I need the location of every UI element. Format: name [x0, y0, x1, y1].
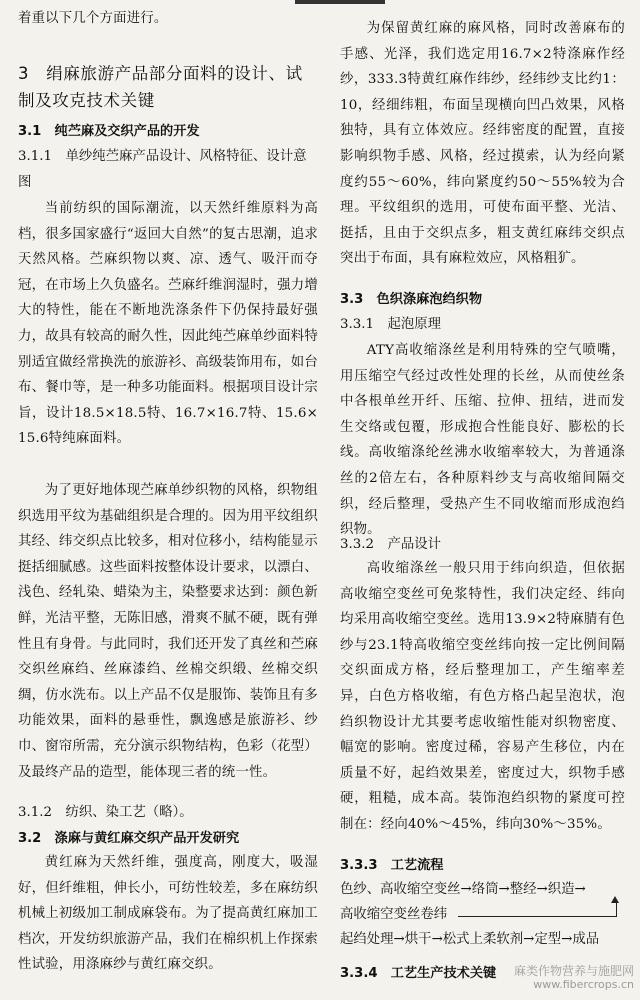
process-flow-line-3: 起绉处理→烘干→松式上柔软剂→定型→成品: [340, 932, 600, 947]
paragraph-plain-weave: 为了更好地体现苎麻单纱织物的风格，织物组织选用平纹为基础组织是合理的。因为用平纹组织其经、纬交织点比较多，相对位移小，结构能显示挺括细腻感。这些面料按整体设计要求，以漂白、浅色、经轧染、蜡染为主，染整要求达到：颜色新鲜，光洁平整，无陈旧感，滑爽不腻不硬，既有弹性且有身骨。与此同时，我们还开发了真丝和苎麻交织丝麻绉、丝麻漆绉、丝棉交织缎、丝棉交织绸，仿水洗布。以上产品不仅是服饰、装饰且有多功能效果，面料的悬垂性，飘逸感是旅游衫、纱巾、窗帘所需，充分演示织物结构，色彩（花型）及最终产品的造型，能体现三者的统一性。: [18, 483, 318, 780]
section-3-3-4-heading: 3.3.4 工艺生产技术关键: [340, 966, 497, 981]
watermark-site-name: 麻类作物营养与施肥网: [513, 964, 634, 978]
section-3-1-2-heading: 3.1.2 纺织、染工艺（略）。: [18, 805, 193, 820]
paragraph-ramie-products: 当前纺织的国际潮流，以天然纤维原料为高档，很多国家盛行“返回大自然”的复古思潮，追求天然风格。苎麻织物以爽、凉、透气、吸汗而夺冠，在市场上久负盛名。苎麻纤维润湿时，强力增大的特性，能在不断地洗涤条件下仍保持最好强力，故具有较高的耐久性，因此纯苎麻单纱面料特别适宜做经常换洗的旅游衫、高级装饰用布，如台布、餐巾等，是一种多功能面料。根据项目设计宗旨，设计18.5×18.5特、16.7×16.7特、15.6×15.6特纯麻面料。: [18, 201, 318, 447]
paragraph-blister-principle: ATY高收缩涤丝是利用特殊的空气喷嘴，用压缩空气经过改性处理的长丝，从而使丝条中各根单丝开纤、压缩、拉伸、扭结，进而发生交络或包覆，形成抱合性能良好、膨松的长线。高收缩涤纶丝沸水收缩率较大，为普通涤丝的2倍左右，各种原料纱支与高收缩间隔交织，经后整理，受热产生不同收缩而形成泡绉织物。: [340, 343, 625, 538]
section-3-2-heading: 3.2 涤麻与黄红麻交织产品开发研究: [18, 831, 240, 846]
section-3-heading: 3 绢麻旅游产品部分面料的设计、试制及攻克技术关键: [18, 64, 303, 110]
paragraph-jute-interweave: 黄红麻为天然纤维，强度高，刚度大，吸湿好，但纤维粗，伸长小，可纺性较差，多在麻纺织机械上初级加工制成麻袋布。为了提高黄红麻加工档次，开发纺织旅游产品，我们在棉织机上作探索性试验，用涤麻纱与黄红麻交织。: [18, 855, 318, 973]
section-3-3-2-heading: 3.3.2 产品设计: [340, 537, 442, 552]
section-3-1-heading: 3.1 纯苎麻及交织产品的开发: [18, 124, 200, 139]
section-3-3-3-heading: 3.3.3 工艺流程: [340, 858, 444, 873]
watermark: [484, 964, 634, 992]
section-3-3-heading: 3.3 色织涤麻泡绉织物: [340, 292, 483, 307]
process-flow-line-2: 高收缩空变丝卷纬: [340, 907, 448, 922]
section-3-3-1-heading: 3.3.1 起泡原理: [340, 317, 442, 332]
process-flow-arrowhead: [611, 896, 619, 903]
section-3-1-1-heading: 3.1.1 单纱纯苎麻产品设计、风格特征、设计意图: [18, 149, 307, 190]
continued-text: 着重以下几个方面进行。: [18, 11, 168, 26]
paragraph-jute-style: 为保留黄红麻的麻风格，同时改善麻布的手感、光泽，我们选定用16.7×2特涤麻作经纱，333.3特黄红麻作纬纱，经纬纱支比约1：10，经细纬粗，布面呈现横向凹凸效果，风格独特，具有立体效应。经纬密度的配置，直接影响织物手感、风格，经过摸索，认为经向紧度约55～60%，纬向紧度约50～55%较为合理。平纹组织的选用，可使布面平整、光洁、挺括，且由于交织点多，粗支黄红麻纬交织点突出于布面，具有麻粒效应，风格粗犷。: [340, 21, 625, 267]
watermark-url: www.fibercrops.cn: [533, 978, 634, 991]
process-flow-merge-line: [458, 902, 617, 917]
process-flow-line-1: 色纱、高收缩空变丝→络筒→整经→织造→: [340, 882, 586, 897]
header-rule: [295, 0, 385, 4]
paragraph-product-design: 高收缩涤丝一般只用于纬向织造，但依据高收缩空变丝可免浆特性，我们决定经、纬向均采用高收缩空变丝。选用13.9×2特麻腈有色纱与23.1特高收缩空变丝纬向按一定比例间隔交织面成方格，经后整理加工，产生缩率差异，白色方格收缩，有色方格凸起呈泡状，泡绉织物设计尤其要考虑收缩性能对织物密度、幅宽的影响。密度过稀，容易产生移位，内在质量不好，起绉效果差，密度过大，织物手感硬，粗糙，成本高。装饰泡绉织物的紧度可控制在：经向40%～45%，纬向30%～35%。: [340, 561, 625, 832]
